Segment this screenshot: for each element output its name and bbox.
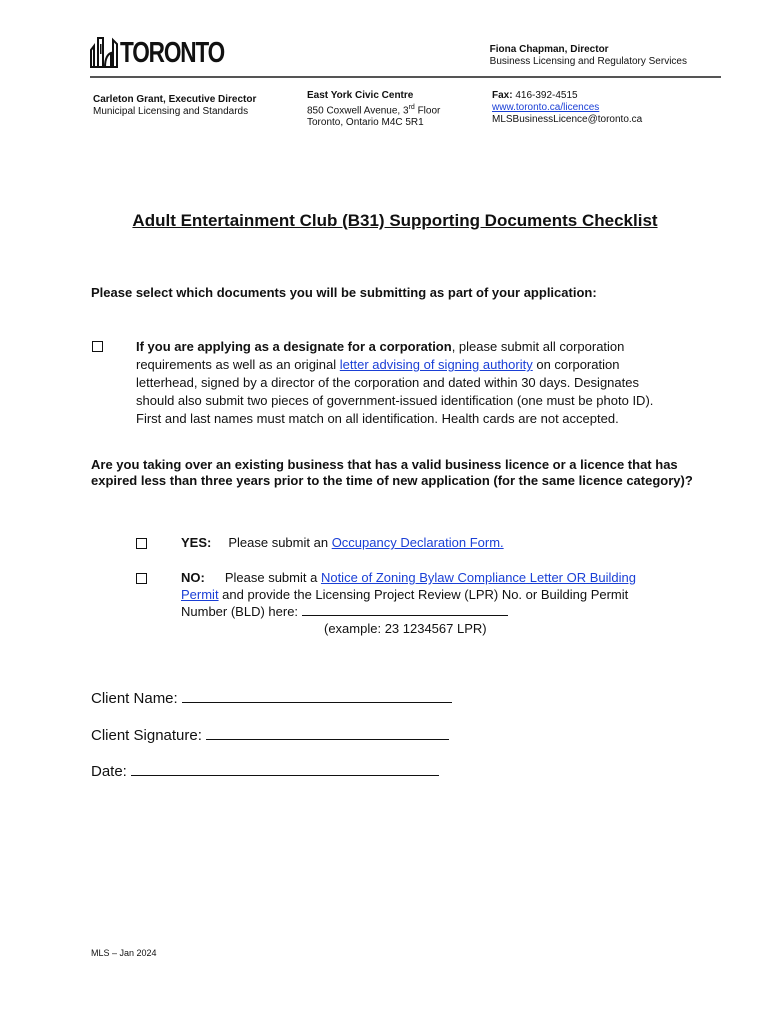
office-address-line1: 850 Coxwell Avenue, 3rd Floor [307,104,441,117]
date-field[interactable] [131,763,439,776]
logo-wordmark: TORONTO [120,37,225,69]
footer-revision: MLS – Jan 2024 [91,948,157,958]
toronto-logo [90,36,253,68]
lpr-example: (example: 23 1234567 LPR) [324,621,487,636]
designate-checkbox[interactable] [92,341,103,352]
office-address-line2: Toronto, Ontario M4C 5R1 [307,117,424,129]
no-option: NO: Please submit a Notice of Zoning Bylaw Compliance Letter OR Building Permit and provide the Licensing Project Review (LPR) No. or Building Permit Number (BLD) here: (example: 23 1234567 LPR) [181,569,681,637]
website-link[interactable]: www.toronto.ca/licences [492,102,600,113]
zoning-compliance-link[interactable]: Notice of Zoning Bylaw Compliance Letter OR Building [320,570,636,585]
header-divider [90,76,721,78]
contact-block [492,90,642,126]
exec-block [93,94,256,118]
client-signature-row [91,727,449,744]
director-department: Business Licensing and Regulatory Services [489,56,687,67]
designate-paragraph: If you are applying as a designate for a corporation, please submit all corporation requirements as well as an original letter advising of signing authority on corporation letterhead, signed by a director of the corporation and dated within 30 days. Designates should also submit two pieces of government-issued identification (one must be photo ID). First and last names must match on all identification. Health cards are not accepted. [136,339,654,426]
designate-lead: If you are applying as a designate for a corporation [136,339,452,354]
exec-department: Municipal Licensing and Standards [93,106,249,117]
exec-name: Carleton Grant, Executive Director [93,94,257,105]
no-checkbox[interactable] [136,573,147,584]
client-name-field[interactable] [182,690,452,703]
building-permit-link[interactable]: Permit [181,587,219,602]
selection-prompt: Please select which documents you will be submitting as part of your application: [91,285,597,300]
date-label: Date: [91,763,127,780]
office-block [307,90,440,129]
director-block [490,44,687,68]
office-name: East York Civic Centre [307,90,414,101]
email-address: MLSBusinessLicence@toronto.ca [492,114,643,125]
lpr-number-field[interactable] [302,603,508,616]
yes-checkbox[interactable] [136,538,147,549]
city-hall-logo-icon [90,36,118,68]
page-title: Adult Entertainment Club (B31) Supporting Documents Checklist [132,211,658,230]
date-row [91,763,439,780]
yes-option: YES: Please submit an Occupancy Declaration Form. [181,535,504,550]
fax-line [492,90,642,102]
client-name-label: Client Name: [91,690,178,707]
director-name: Fiona Chapman, Director [489,44,609,55]
yes-label: YES: [181,535,212,550]
occupancy-declaration-link[interactable]: Occupancy Declaration Form. [331,535,504,550]
fax-label: Fax: [492,90,513,101]
client-signature-label: Client Signature: [91,727,202,744]
signing-authority-link[interactable]: letter advising of signing authority [339,357,533,372]
client-name-row [91,690,452,707]
no-label: NO: [181,570,205,585]
fax-value: 416-392-4515 [512,90,578,101]
takeover-question: Are you taking over an existing business that has a valid business licence or a licence that has expired less than three years prior to the time of new application (for the same licence category)? [91,457,693,488]
client-signature-field[interactable] [206,727,449,740]
